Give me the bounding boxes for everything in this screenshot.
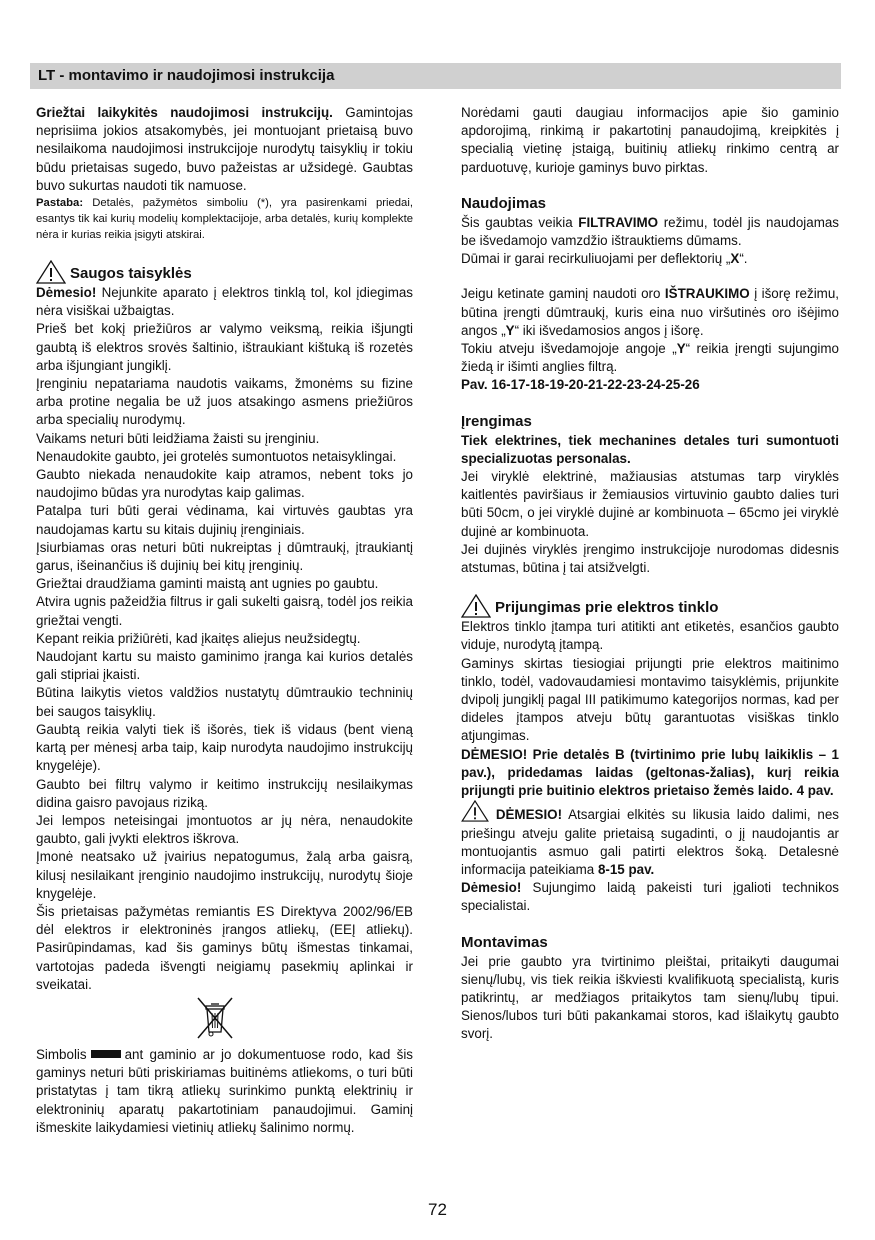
- rule-10: Kepant reikia prižiūrėti, kad įkaitęs aliejus neužsidegtų.: [36, 630, 361, 646]
- rule-6: Patalpa turi būti gerai vėdinama, kai virtuvės gaubtas yra naudojamas kartu su kitais dujinių įrenginiais.: [36, 503, 413, 537]
- electric-care: Dėmesio! Sujungimo laidą pakeisti turi įgalioti technikos specialistai.: [461, 880, 839, 914]
- symbol-paragraph: Simbolis ant gaminio ar jo dokumentuose rodo, kad šis gaminys neturi būti priskiriamas buitinėms atliekoms, o turi būti pristatytas į tam tikrą atliekų surinkimo punktą elektrinių ir elektroninių aparatų pakartotiniam panaudojimui. Gaminį išmeskite laikydamiesi vietinių atliekų šalinimo normų.: [36, 1046, 413, 1135]
- warning-icon: [461, 800, 489, 822]
- info-paragraph: Norėdami gauti daugiau informacijos apie šio gaminio apdorojimą, rinkimą ir pakartotinį panaudojimą, kreipkitės į specialią vietinę įstaigą, buitinių atliekų rinkimo centrą ar parduotuvę, kurioje gaminys buvo pirktas.: [461, 105, 839, 175]
- electric-bold: DĖMESIO! Prie detalės B (tvirtinimo prie lubų laikiklis – 1 pav.), pridedamas laidas (geltonas-žalias), kurį reikia prijungti prie buitinio elektros prietaiso žemės laido. 4 pav.: [461, 746, 839, 799]
- mount-title: Montavimas: [461, 933, 548, 951]
- electric-p1: Elektros tinklo įtampa turi atitikti ant etiketės, esančios gaubto viduje, nurodytą įtampą.: [461, 619, 839, 653]
- rule-5: Gaubto niekada nenaudokite kaip atramos, nebent toks jo naudojimo būdas yra nurodytas kaip galimas.: [36, 467, 413, 501]
- rule-14: Gaubto bei filtrų valymo ir keitimo instrukcijų nesilaikymas didina gaisro pavojaus riziką.: [36, 776, 413, 810]
- left-column: [36, 104, 413, 1137]
- safety-heading: [36, 260, 413, 284]
- rule-12: Būtina laikytis vietos valdžios nustatytų dūmtraukio techninių bei saugos taisyklių.: [36, 685, 413, 719]
- install-p1: Jei viryklė elektrinė, mažiausias atstumas tarp viryklės kaitlentės paviršiaus ir žemiausios virtuvinio gaubto dalies turi būti 50cm, o jei viryklė dujinė ar kombinuota – 65cmo jei viryklė dujinė ar kombinuota.: [461, 469, 839, 539]
- rule-13: Gaubtą reikia valyti tiek iš išorės, tiek iš vidaus (bent vieną kartą per mėnesį arba taip, kaip nurodyta naudojimo instrukcijų knygelėje).: [36, 721, 413, 774]
- install-p2: Jei dujinės viryklės įrengimo instrukcijoje nurodomas didesnis atstumas, būtina į tai atsižvelgti.: [461, 541, 839, 576]
- electric-title: Prijungimas prie elektros tinklo: [495, 599, 719, 617]
- note-paragraph: Pastaba: Detalės, pažymėtos simboliu (*), yra pasirenkami priedai, esantys tik kai kurių modelių komplektacijoje, arba detalės, kurių komplekte nėra ir kurias reikia įsigyti atskirai.: [36, 197, 413, 242]
- rule-7: Įsiurbiamas oras neturi būti nukreiptas į dūmtraukį, įtraukiantį garus, išeinančius iš dujinių bei kitų įrenginių.: [36, 539, 413, 574]
- rule-8: Griežtai draudžiama gaminti maistą ant ugnies po gaubtu.: [36, 576, 379, 592]
- caution-paragraph: Dėmesio! Nejunkite aparato į elektros tinklą tol, kol įdiegimas nėra visiškai užbaigtas.: [36, 285, 413, 319]
- right-column: [461, 104, 839, 1044]
- page-number: 72: [428, 1200, 447, 1219]
- electric-warning: DĖMESIO! Atsargiai elkitės su likusia laido dalimi, nes priešingu atveju galite prietaisą sugadinti, o jį naudojantis ar montuojantis asmuo gali patirti elektros šoką. Detalesnė informacija pateikiama 8-15 pav.: [461, 800, 839, 879]
- intro-paragraph: Griežtai laikykitės naudojimosi instrukcijų. Gamintojas neprisiima jokios atsakomybės, jei montuojant prietaisą buvo nesilaikoma naudojimosi instrukcijoje nurodytų taisyklių ir tokiu būdu prietaisas sugedo, buvo pažeistas ar užsidegė. Gaubtas buvo sukurtas naudoti tik namuose.: [36, 105, 414, 193]
- electric-p2: Gaminys skirtas tiesiogiai prijungti prie elektros maitinimo tinklo, todėl, vadovaudamiesi montavimo taisyklėmis, prijunkite dvipolį jungiklį pagal III patikimumo kategorijos normas, kad per dideles įtampos atveju būtų garantuotas visiškas tinklo atjungimas.: [461, 655, 839, 744]
- usage-figure-ref: Pav. 16-17-18-19-20-21-22-23-24-25-26: [461, 377, 700, 393]
- warning-icon: [461, 594, 491, 618]
- electric-heading: [461, 594, 839, 618]
- rule-1: Prieš bet kokį priežiūros ar valymo veiksmą, reikia išjungti gaubtą iš elektros srovės šaltinio, ištraukiant kištuką iš rozetės arba išjungiant jungiklį.: [36, 321, 413, 373]
- usage-title: Naudojimas: [461, 194, 547, 212]
- install-title: Įrengimas: [461, 412, 532, 430]
- rule-16: Įmonė neatsako už įvairius nepatogumus, žalą arba gaisrą, kilusį nesilaikant įrenginio naudojimo instrukcijų, nurodytų šioje knygelėje.: [36, 849, 413, 901]
- header-title: LT - montavimo ir naudojimosi instrukcija: [38, 67, 335, 84]
- rule-17: Šis prietaisas pažymėtas remiantis ES Direktyva 2002/96/EB dėl elektros ir elektroninės įrangos atliekų, (EEĮ atliekų). Pasirūpindamas, kad šis gaminys būtų išmestas tinkamai, vartotojas padeda išvengti neigiamų pasekmių aplinkai ir sveikatai.: [36, 903, 413, 992]
- crossed-bin-icon: [195, 996, 235, 1040]
- mount-text: Jei prie gaubto yra tvirtinimo pleištai, pritaikyti daugumai sienų/lubų, vis tiek reikia iškviesti kvalifikuotą specialistą, kuris patikrintų, ar medžiagos pritaikytos tam sienų/lubų tipui. Sienos/lubos turi būti pakankamai storos, kad išlaikytų gaubto svorį.: [461, 953, 839, 1042]
- weee-symbol: [36, 994, 413, 1046]
- usage-p3: Jeigu ketinate gaminį naudoti oro IŠTRAUKIMO į išorę režimu, būtina įrengti dūmtraukį, kuris eina nuo viršutinės oro išėjimo angos „Y“ iki išvedamosios angos į išorę.: [461, 286, 839, 338]
- safety-title: Saugos taisyklės: [70, 265, 192, 283]
- rule-2: Įrenginiu nepatariama naudotis vaikams, žmonėms su fizine arba protine negalia be už juos atsakingo asmens priežiūros arba specialių nurodymų.: [36, 376, 413, 428]
- page-header: [30, 63, 841, 89]
- rule-11: Naudojant kartu su maisto gaminimo įranga kai kurios detalės gali stipriai įkaisti.: [36, 649, 413, 683]
- rule-15: Jei lempos neteisingai įmontuotos ar jų nėra, nenaudokite gaubto, gali įvykti elektros iškrova.: [36, 812, 413, 847]
- black-bar-symbol: [91, 1050, 121, 1058]
- usage-p2: Dūmai ir garai recirkuliuojami per deflektorių „X“.: [461, 251, 748, 267]
- rule-3: Vaikams neturi būti leidžiama žaisti su įrenginiu.: [36, 430, 320, 446]
- usage-p4: Tokiu atveju išvedamojoje angoje „Y“ reikia įrengti sujungimo žiedą ir išimti anglies filtrą.: [461, 341, 839, 375]
- install-bold: Tiek elektrines, tiek mechanines detales turi sumontuoti specializuotas personalas.: [461, 432, 839, 466]
- rule-9: Atvira ugnis pažeidžia filtrus ir gali sukelti gaisrą, todėl jos reikia griežtai vengti.: [36, 594, 413, 628]
- usage-p1: Šis gaubtas veikia FILTRAVIMO režimu, todėl jis naudojamas be išvedamojo vamzdžio ištrauktiems dūmams.: [461, 214, 840, 249]
- rule-4: Nenaudokite gaubto, jei grotelės sumontuotos netaisyklingai.: [36, 448, 397, 464]
- warning-icon: [36, 260, 66, 284]
